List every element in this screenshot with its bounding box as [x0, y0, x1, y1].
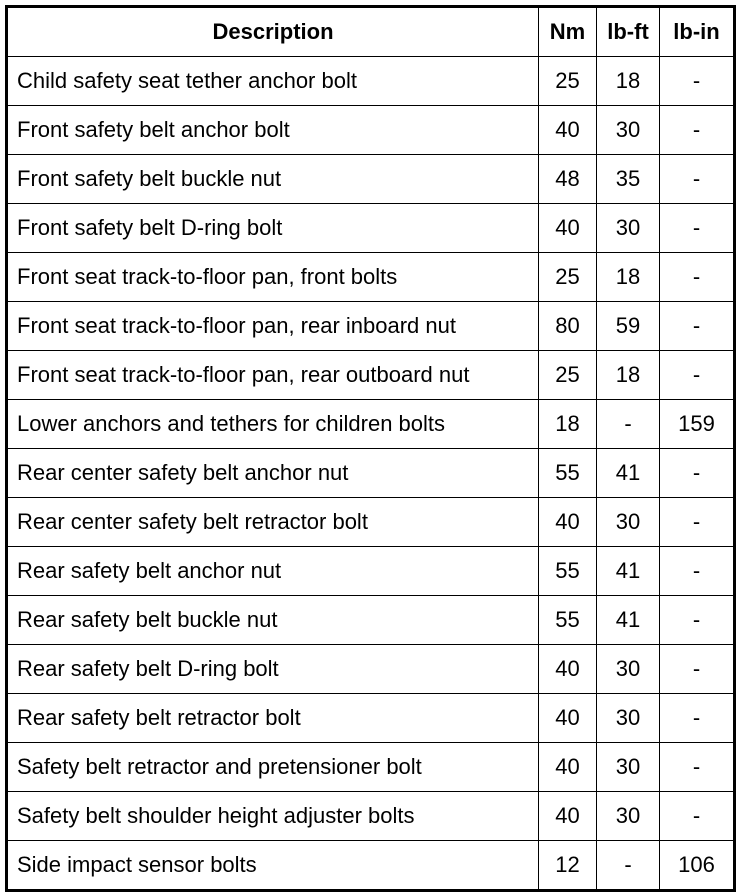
table-row: [7, 106, 735, 155]
torque-spec-table: [5, 5, 736, 892]
cell-lb-in: -: [660, 351, 735, 400]
cell-nm: 40: [539, 694, 597, 743]
cell-lb-in: -: [660, 106, 735, 155]
cell-description: Safety belt retractor and pretensioner bolt: [7, 743, 539, 792]
cell-nm: 40: [539, 645, 597, 694]
cell-lb-ft: 30: [597, 204, 660, 253]
cell-description: Rear safety belt retractor bolt: [7, 694, 539, 743]
cell-nm: 12: [539, 841, 597, 891]
cell-lb-in: -: [660, 645, 735, 694]
table-row: [7, 841, 735, 891]
cell-lb-ft: 30: [597, 694, 660, 743]
column-header-description: Description: [7, 7, 539, 57]
cell-lb-in: -: [660, 743, 735, 792]
table-row: [7, 547, 735, 596]
column-header-lb-in: lb-in: [660, 7, 735, 57]
cell-lb-in: 106: [660, 841, 735, 891]
cell-lb-ft: 30: [597, 792, 660, 841]
cell-description: Side impact sensor bolts: [7, 841, 539, 891]
cell-description: Front seat track-to-floor pan, rear outboard nut: [7, 351, 539, 400]
table-row: [7, 498, 735, 547]
cell-description: Rear center safety belt anchor nut: [7, 449, 539, 498]
cell-nm: 40: [539, 792, 597, 841]
column-header-lb-ft: lb-ft: [597, 7, 660, 57]
cell-lb-in: -: [660, 155, 735, 204]
cell-description: Front seat track-to-floor pan, front bolts: [7, 253, 539, 302]
cell-nm: 25: [539, 253, 597, 302]
cell-lb-in: -: [660, 204, 735, 253]
header-row: [7, 7, 735, 57]
cell-lb-ft: 18: [597, 57, 660, 106]
cell-lb-in: -: [660, 449, 735, 498]
cell-lb-in: -: [660, 547, 735, 596]
table-row: [7, 792, 735, 841]
cell-nm: 48: [539, 155, 597, 204]
cell-nm: 80: [539, 302, 597, 351]
cell-lb-ft: 41: [597, 596, 660, 645]
cell-nm: 18: [539, 400, 597, 449]
cell-lb-ft: 35: [597, 155, 660, 204]
cell-lb-ft: 30: [597, 498, 660, 547]
cell-lb-in: -: [660, 57, 735, 106]
cell-lb-in: -: [660, 596, 735, 645]
table-row: [7, 57, 735, 106]
cell-lb-ft: 18: [597, 253, 660, 302]
table-row: [7, 645, 735, 694]
table-row: [7, 351, 735, 400]
cell-description: Safety belt shoulder height adjuster bolts: [7, 792, 539, 841]
cell-description: Front safety belt D-ring bolt: [7, 204, 539, 253]
cell-lb-ft: -: [597, 841, 660, 891]
cell-nm: 40: [539, 743, 597, 792]
cell-lb-ft: 30: [597, 743, 660, 792]
cell-description: Rear safety belt anchor nut: [7, 547, 539, 596]
cell-nm: 55: [539, 449, 597, 498]
cell-lb-ft: 18: [597, 351, 660, 400]
cell-nm: 55: [539, 596, 597, 645]
cell-nm: 55: [539, 547, 597, 596]
table-row: [7, 204, 735, 253]
cell-description: Rear safety belt D-ring bolt: [7, 645, 539, 694]
cell-lb-ft: 30: [597, 645, 660, 694]
table-row: [7, 253, 735, 302]
cell-description: Front safety belt anchor bolt: [7, 106, 539, 155]
cell-lb-in: -: [660, 792, 735, 841]
cell-lb-in: 159: [660, 400, 735, 449]
cell-nm: 40: [539, 204, 597, 253]
table-row: [7, 155, 735, 204]
table-body: [7, 57, 735, 891]
cell-description: Child safety seat tether anchor bolt: [7, 57, 539, 106]
cell-lb-in: -: [660, 302, 735, 351]
cell-nm: 25: [539, 351, 597, 400]
cell-lb-in: -: [660, 253, 735, 302]
cell-description: Front safety belt buckle nut: [7, 155, 539, 204]
cell-lb-ft: 59: [597, 302, 660, 351]
cell-lb-ft: 41: [597, 547, 660, 596]
cell-nm: 25: [539, 57, 597, 106]
cell-lb-ft: -: [597, 400, 660, 449]
cell-description: Rear safety belt buckle nut: [7, 596, 539, 645]
cell-lb-in: -: [660, 694, 735, 743]
cell-lb-in: -: [660, 498, 735, 547]
cell-lb-ft: 41: [597, 449, 660, 498]
cell-description: Lower anchors and tethers for children bolts: [7, 400, 539, 449]
table-row: [7, 694, 735, 743]
table-row: [7, 743, 735, 792]
table-row: [7, 449, 735, 498]
cell-description: Front seat track-to-floor pan, rear inboard nut: [7, 302, 539, 351]
table-row: [7, 596, 735, 645]
table-row: [7, 302, 735, 351]
column-header-nm: Nm: [539, 7, 597, 57]
cell-lb-ft: 30: [597, 106, 660, 155]
cell-nm: 40: [539, 106, 597, 155]
cell-description: Rear center safety belt retractor bolt: [7, 498, 539, 547]
table-row: [7, 400, 735, 449]
cell-nm: 40: [539, 498, 597, 547]
